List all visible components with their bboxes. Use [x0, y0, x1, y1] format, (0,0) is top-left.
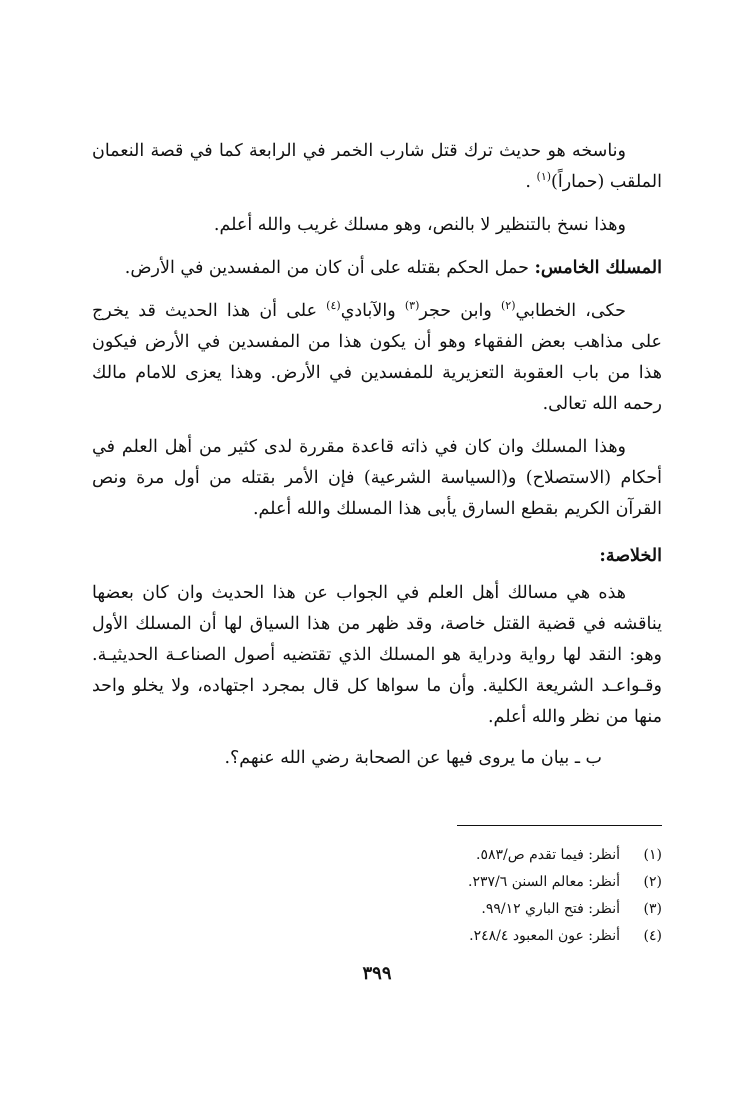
footnote-4 [342, 923, 662, 950]
paragraph-4-part-2: وابن حجر [419, 301, 501, 321]
paragraph-4-part-3: والآبادي [340, 301, 405, 321]
footnote-2-text: أنظر: معالم السنن ٢٣٧/٦. [468, 874, 620, 890]
paragraph-4 [92, 296, 662, 420]
footnote-3 [342, 896, 662, 923]
paragraph-3-text: حمل الحكم بقتله على أن كان من المفسدين في الأرض. [124, 258, 535, 278]
paragraph-2: وهذا نسخ بالتنظير لا بالنص، وهو مسلك غريب والله أعلم. [213, 215, 626, 235]
paragraph-6: هذه هي مسالك أهل العلم في الجواب عن هذا الحديث وان كان بعضها يناقشه في قضية القتل خاصة، وقد ظهر من هذا السياق لها أن المسلك الأول وهو: النقد لها رواية ودراية هو المسلك الذي تقتضيه أصول الصناعـة الحديثيـة. وقـواعـد الشريعة الكلية. وأن ما سواها كل قال بمجرد اجتهاده، ولا يخلو واحد منها من نظر والله أعلم. [92, 583, 662, 727]
footnote-ref-4: (٤) [326, 299, 341, 313]
footnote-ref-1: (١) [536, 170, 552, 184]
footnote-4-number: (٤) [643, 928, 662, 944]
paragraph-5: وهذا المسلك وان كان في ذاته قاعدة مقررة لدى كثير من أهل العلم في أحكام (الاستصلاح) و(السياسة الشرعية) فإن الأمر بقتله من أول مرة ونص القرآن الكريم بقطع السارق يأبى هذا المسلك والله أعلم. [92, 437, 662, 519]
footnotes-list [342, 842, 662, 950]
section-label-fifth-approach: المسلك الخامس: [534, 258, 662, 278]
section-heading-summary: الخلاصة: [599, 546, 662, 566]
paragraph-3 [92, 253, 662, 284]
footnote-3-text: أنظر: فتح الباري ٩٩/١٢. [481, 901, 620, 917]
paragraph-1 [92, 136, 662, 198]
item-b: ب ـ بيان ما يروى فيها عن الصحابة رضي الله عنهم؟. [224, 748, 602, 768]
footnote-1 [342, 842, 662, 869]
paragraph-4-part-1: حكى، الخطابي [515, 301, 626, 321]
footnote-2 [342, 869, 662, 896]
footnote-ref-2: (٢) [500, 299, 516, 313]
footnote-3-number: (٣) [643, 901, 662, 917]
footnote-2-number: (٢) [643, 874, 662, 890]
footnote-1-number: (١) [643, 847, 662, 863]
paragraph-4-part-4: على أن هذا الحديث قد يخرج على مذاهب بعض الفقهاء وهو أن يكون هذا من المفسدين في الأرض فيكون هذا من باب العقوبة التعزيرية للمفسدين في الأرض. وهذا يعزى للامام مالك رحمه الله تعالى. [92, 301, 662, 414]
paragraph-1-text: وناسخه هو حديث ترك قتل شارب الخمر في الرابعة كما في قصة النعمان الملقب (حماراً) [92, 141, 662, 192]
page-number: ٣٩٩ [362, 963, 392, 984]
footnote-4-text: أنظر: عون المعبود ٢٤٨/٤. [469, 928, 620, 944]
paragraph-1-end: . [525, 172, 537, 192]
main-text-block [92, 136, 662, 774]
footnote-ref-3: (٣) [404, 299, 420, 313]
footnote-1-text: أنظر: فيما تقدم ص/٥٨٣. [476, 847, 620, 863]
footnote-separator [457, 825, 662, 826]
